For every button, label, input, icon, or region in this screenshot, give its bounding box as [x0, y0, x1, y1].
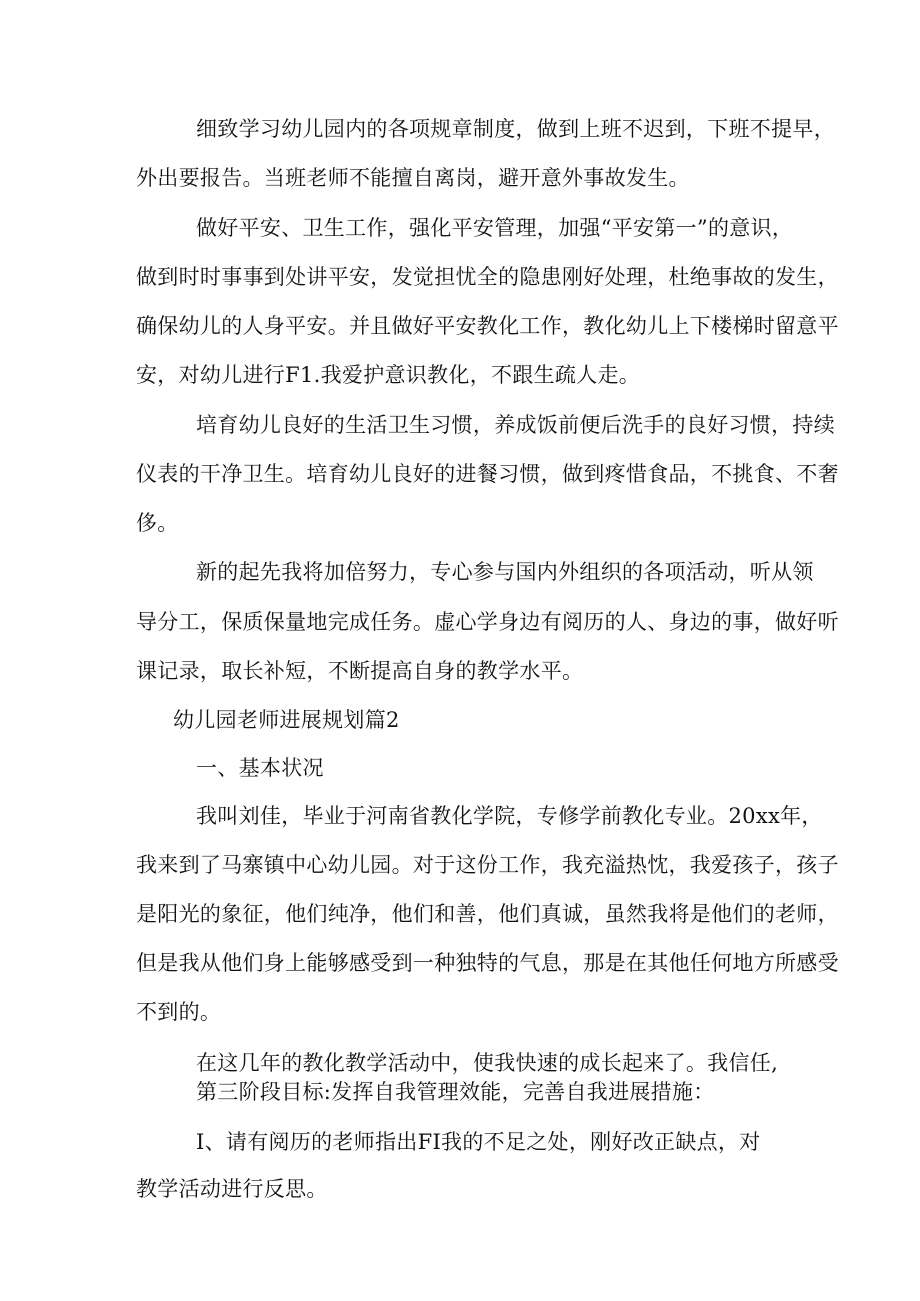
paragraph-line: 是阳光的象征，他们纯净，他们和善，他们真诚，虽然我将是他们的老师，: [136, 902, 839, 926]
paragraph-line: 侈。: [136, 511, 179, 535]
paragraph-line: 在这几年的教化教学活动中，使我快速的成长起来了。我信任,: [196, 1051, 779, 1075]
list-item: I、请有阅历的老师指出FI我的不足之处，刚好改正缺点，对: [196, 1130, 761, 1154]
paragraph-line: 教学活动进行反思。: [136, 1177, 328, 1201]
paragraph-line: 外出要报告。当班老师不能擅自离岗，避开意外事故发生。: [136, 166, 690, 190]
paragraph-line: 我叫刘佳，毕业于河南省教化学院，专修学前教化专业。20xx年，: [196, 804, 823, 828]
paragraph-line: 第三阶段目标:发挥自我管理效能，完善自我进展措施：: [196, 1080, 715, 1104]
paragraph-line: 做到时时事事到处讲平安，发觉担忧全的隐患刚好处理，杜绝事故的发生，: [136, 265, 839, 289]
paragraph-line: 做好平安、卫生工作，强化平安管理，加强“平安第一”的意识，: [196, 216, 794, 240]
paragraph-line: 不到的。: [136, 1000, 222, 1024]
paragraph-line: 安，对幼儿进行F1.我爱护意识教化，不跟生疏人走。: [136, 363, 641, 387]
paragraph-line: 确保幼儿的人身平安。并且做好平安教化工作，教化幼儿上下楼梯时留意平: [136, 314, 839, 338]
paragraph-line: 仪表的干净卫生。培育幼儿良好的进餐习惯，做到疼惜食品，不挑食、不奢: [136, 462, 839, 486]
paragraph-line: 新的起先我将加倍努力，专心参与国内外组织的各项活动，听从领: [196, 560, 814, 584]
paragraph-line: 培育幼儿良好的生活卫生习惯，养成饭前便后洗手的良好习惯，持续: [196, 413, 835, 437]
paragraph-line: 但是我从他们身上能够感受到一种独特的气息，那是在其他任何地方所感受: [136, 951, 839, 975]
section-heading: 幼儿园老师进展规划篇2: [173, 708, 400, 732]
paragraph-line: 课记录，取长补短，不断提高自身的教学水平。: [136, 659, 584, 683]
subsection-heading: 一、基本状况: [196, 756, 324, 780]
paragraph-line: 细致学习幼儿园内的各项规章制度，做到上班不迟到，下班不提早，: [196, 117, 835, 141]
paragraph-line: 导分工，保质保量地完成任务。虚心学身边有阅历的人、身边的事，做好听: [136, 610, 839, 634]
paragraph-line: 我来到了马寨镇中心幼儿园。对于这份工作，我充溢热忱，我爱孩子，孩子: [136, 853, 839, 877]
